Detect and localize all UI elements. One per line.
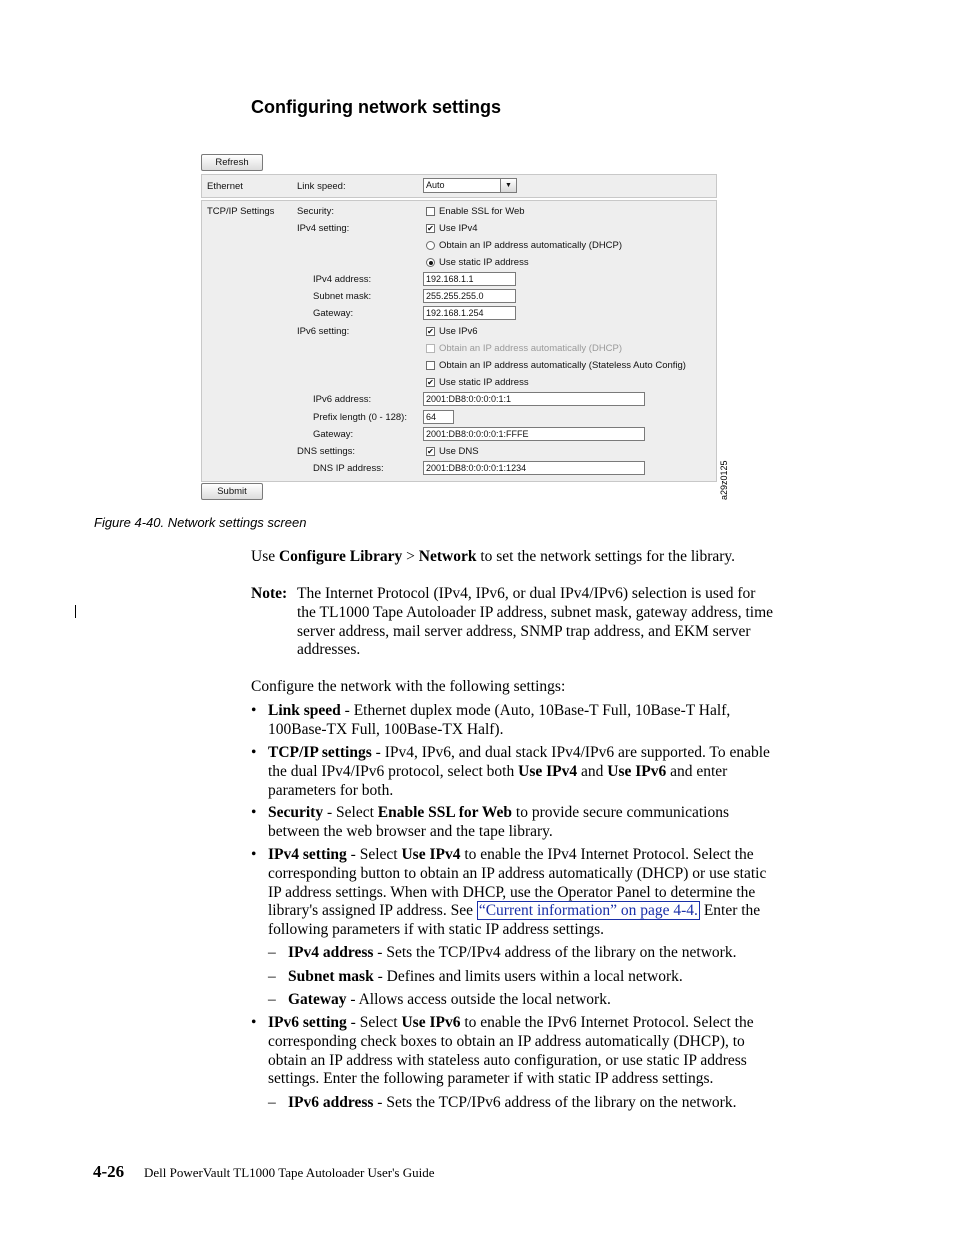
ipv4-address-field[interactable]: 192.168.1.1 [423,272,516,286]
dns-ip-field[interactable]: 2001:DB8:0:0:0:0:1:1234 [423,461,645,475]
ipv6-gateway-field[interactable]: 2001:DB8:0:0:0:0:1:FFFE [423,427,645,441]
dns-ip-label: DNS IP address: [313,463,384,474]
ipv6-static-checkbox[interactable]: ✔ [427,378,434,387]
subnet-mask-label: Subnet mask: [313,291,372,302]
current-information-link[interactable]: “Current information” on page 4-4. [478,902,698,920]
tcpip-item: TCP/IP settings - IPv4, IPv6, and dual stack IPv4/IPv6 are supported. To enable the dual IPv4/IPv6 protocol, select both Use IPv4 and Use IPv6 and enter parameters for both. [268,744,770,799]
bullet-marker: • [251,804,257,821]
footer-title: Dell PowerVault TL1000 Tape Autoloader User's Guide [144,1165,435,1180]
figure-id: a29z0125 [719,460,729,500]
use-ipv4-label: Use IPv4 [439,223,478,234]
note-text: The Internet Protocol (IPv4, IPv6, or dual IPv4/IPv6) selection is used for the TL1000 Tape Autoloader IP address, subnet mask, gateway address, time server address, mail server address, SNMP trap address, and EKM server addresses. [297,585,774,659]
ethernet-label: Ethernet [207,181,243,192]
prefix-length-field[interactable]: 64 [423,410,454,424]
ipv4-dhcp-label: Obtain an IP address automatically (DHCP) [439,240,623,251]
use-dns-checkbox[interactable]: ✔ [427,447,434,456]
ipv6-setting-label: IPv6 setting: [297,326,350,337]
use-ipv4-checkbox[interactable]: ✔ [427,224,434,233]
ipv4-gateway-field[interactable]: 192.168.1.254 [423,306,516,320]
link-speed-label: Link speed: [297,181,346,192]
refresh-button[interactable]: Refresh [201,154,263,171]
ipv4-static-radio[interactable] [426,258,435,267]
bullet-marker: • [251,702,257,719]
configure-intro: Configure the network with the following settings: [251,678,566,695]
ipv6-dhcp-label: Obtain an IP address automatically (DHCP) [439,343,623,354]
enable-ssl-checkbox[interactable] [426,207,435,216]
ipv6-static-label: Use static IP address [439,377,529,388]
ipv6-address-label: IPv6 address: [313,394,372,405]
use-ipv6-checkbox[interactable]: ✔ [427,327,434,336]
ipv6-gateway-label: Gateway: [313,429,354,440]
ipv4-dhcp-radio[interactable] [426,241,435,250]
ipv4-setting-item: IPv4 setting - Select Use IPv4 to enable the IPv4 Internet Protocol. Select the corresponding button to obtain an IP address automatically (DHCP) or use static IP address settings. When with DHCP, use the Operator Panel to determine the library's assigned IP address. See “Current information” on page 4-4. Enter the following parameters if with static IP address settings. [268,846,767,939]
ipv6-dhcp-checkbox[interactable] [426,344,435,353]
bullet-marker: • [251,1014,257,1031]
security-label: Security: [297,206,334,217]
tcpip-label: TCP/IP Settings [207,206,275,217]
ethernet-section [201,174,717,198]
dash-marker: – [268,1094,276,1111]
link-speed-value: Auto [426,180,445,190]
bullet-marker: • [251,744,257,761]
ipv4-address-label: IPv4 address: [313,274,372,285]
ipv6-address-field[interactable]: 2001:DB8:0:0:0:0:1:1 [423,392,645,406]
ipv4-setting-label: IPv4 setting: [297,223,350,234]
ipv4-address-item: IPv4 address - Sets the TCP/IPv4 address of the library on the network. [288,944,737,961]
tcpip-section [201,200,717,482]
enable-ssl-label: Enable SSL for Web [439,206,525,217]
page-number: 4-26 [93,1162,125,1181]
use-dns-label: Use DNS [439,446,479,457]
change-bar [75,605,76,618]
chevron-down-icon[interactable]: ▼ [500,179,516,192]
prefix-length-label: Prefix length (0 - 128): [313,412,407,423]
ipv6-address-item: IPv6 address - Sets the TCP/IPv6 address of the library on the network. [288,1094,737,1111]
ipv4-gateway-label: Gateway: [313,308,354,319]
gateway-item: Gateway - Allows access outside the local network. [288,991,611,1008]
figure-caption: Figure 4-40. Network settings screen [94,515,307,530]
network-settings-screen [200,152,740,504]
subnet-mask-field[interactable]: 255.255.255.0 [423,289,516,303]
use-ipv6-label: Use IPv6 [439,326,478,337]
dash-marker: – [268,944,276,961]
intro-paragraph: Use Configure Library > Network to set the network settings for the library. [251,548,736,565]
dash-marker: – [268,991,276,1008]
link-speed-select[interactable] [423,178,517,193]
submit-button[interactable]: Submit [201,483,263,500]
page-heading: Configuring network settings [251,97,501,117]
bullet-marker: • [251,846,257,863]
note-label: Note: [251,585,288,602]
link-speed-item: Link speed - Ethernet duplex mode (Auto, 10Base-T Full, 10Base-T Half, 100Base-TX Full, 100Base-TX Half). [268,702,731,738]
ipv6-stateless-checkbox[interactable] [426,361,435,370]
ipv6-setting-item: IPv6 setting - Select Use IPv6 to enable the IPv6 Internet Protocol. Select the corresponding check boxes to obtain an IP address automatically (DHCP), to obtain an IP address with stateless auto configuration, or use static IP address settings. Enter the following parameter if with static IP address settings. [268,1014,754,1088]
ipv6-stateless-label: Obtain an IP address automatically (Stateless Auto Config) [439,360,686,371]
subnet-mask-item: Subnet mask - Defines and limits users within a local network. [288,968,683,985]
ipv4-static-label: Use static IP address [439,257,529,268]
dash-marker: – [268,968,276,985]
security-item: Security - Select Enable SSL for Web to provide secure communications between the web browser and the tape library. [268,804,729,840]
dns-settings-label: DNS settings: [297,446,356,457]
